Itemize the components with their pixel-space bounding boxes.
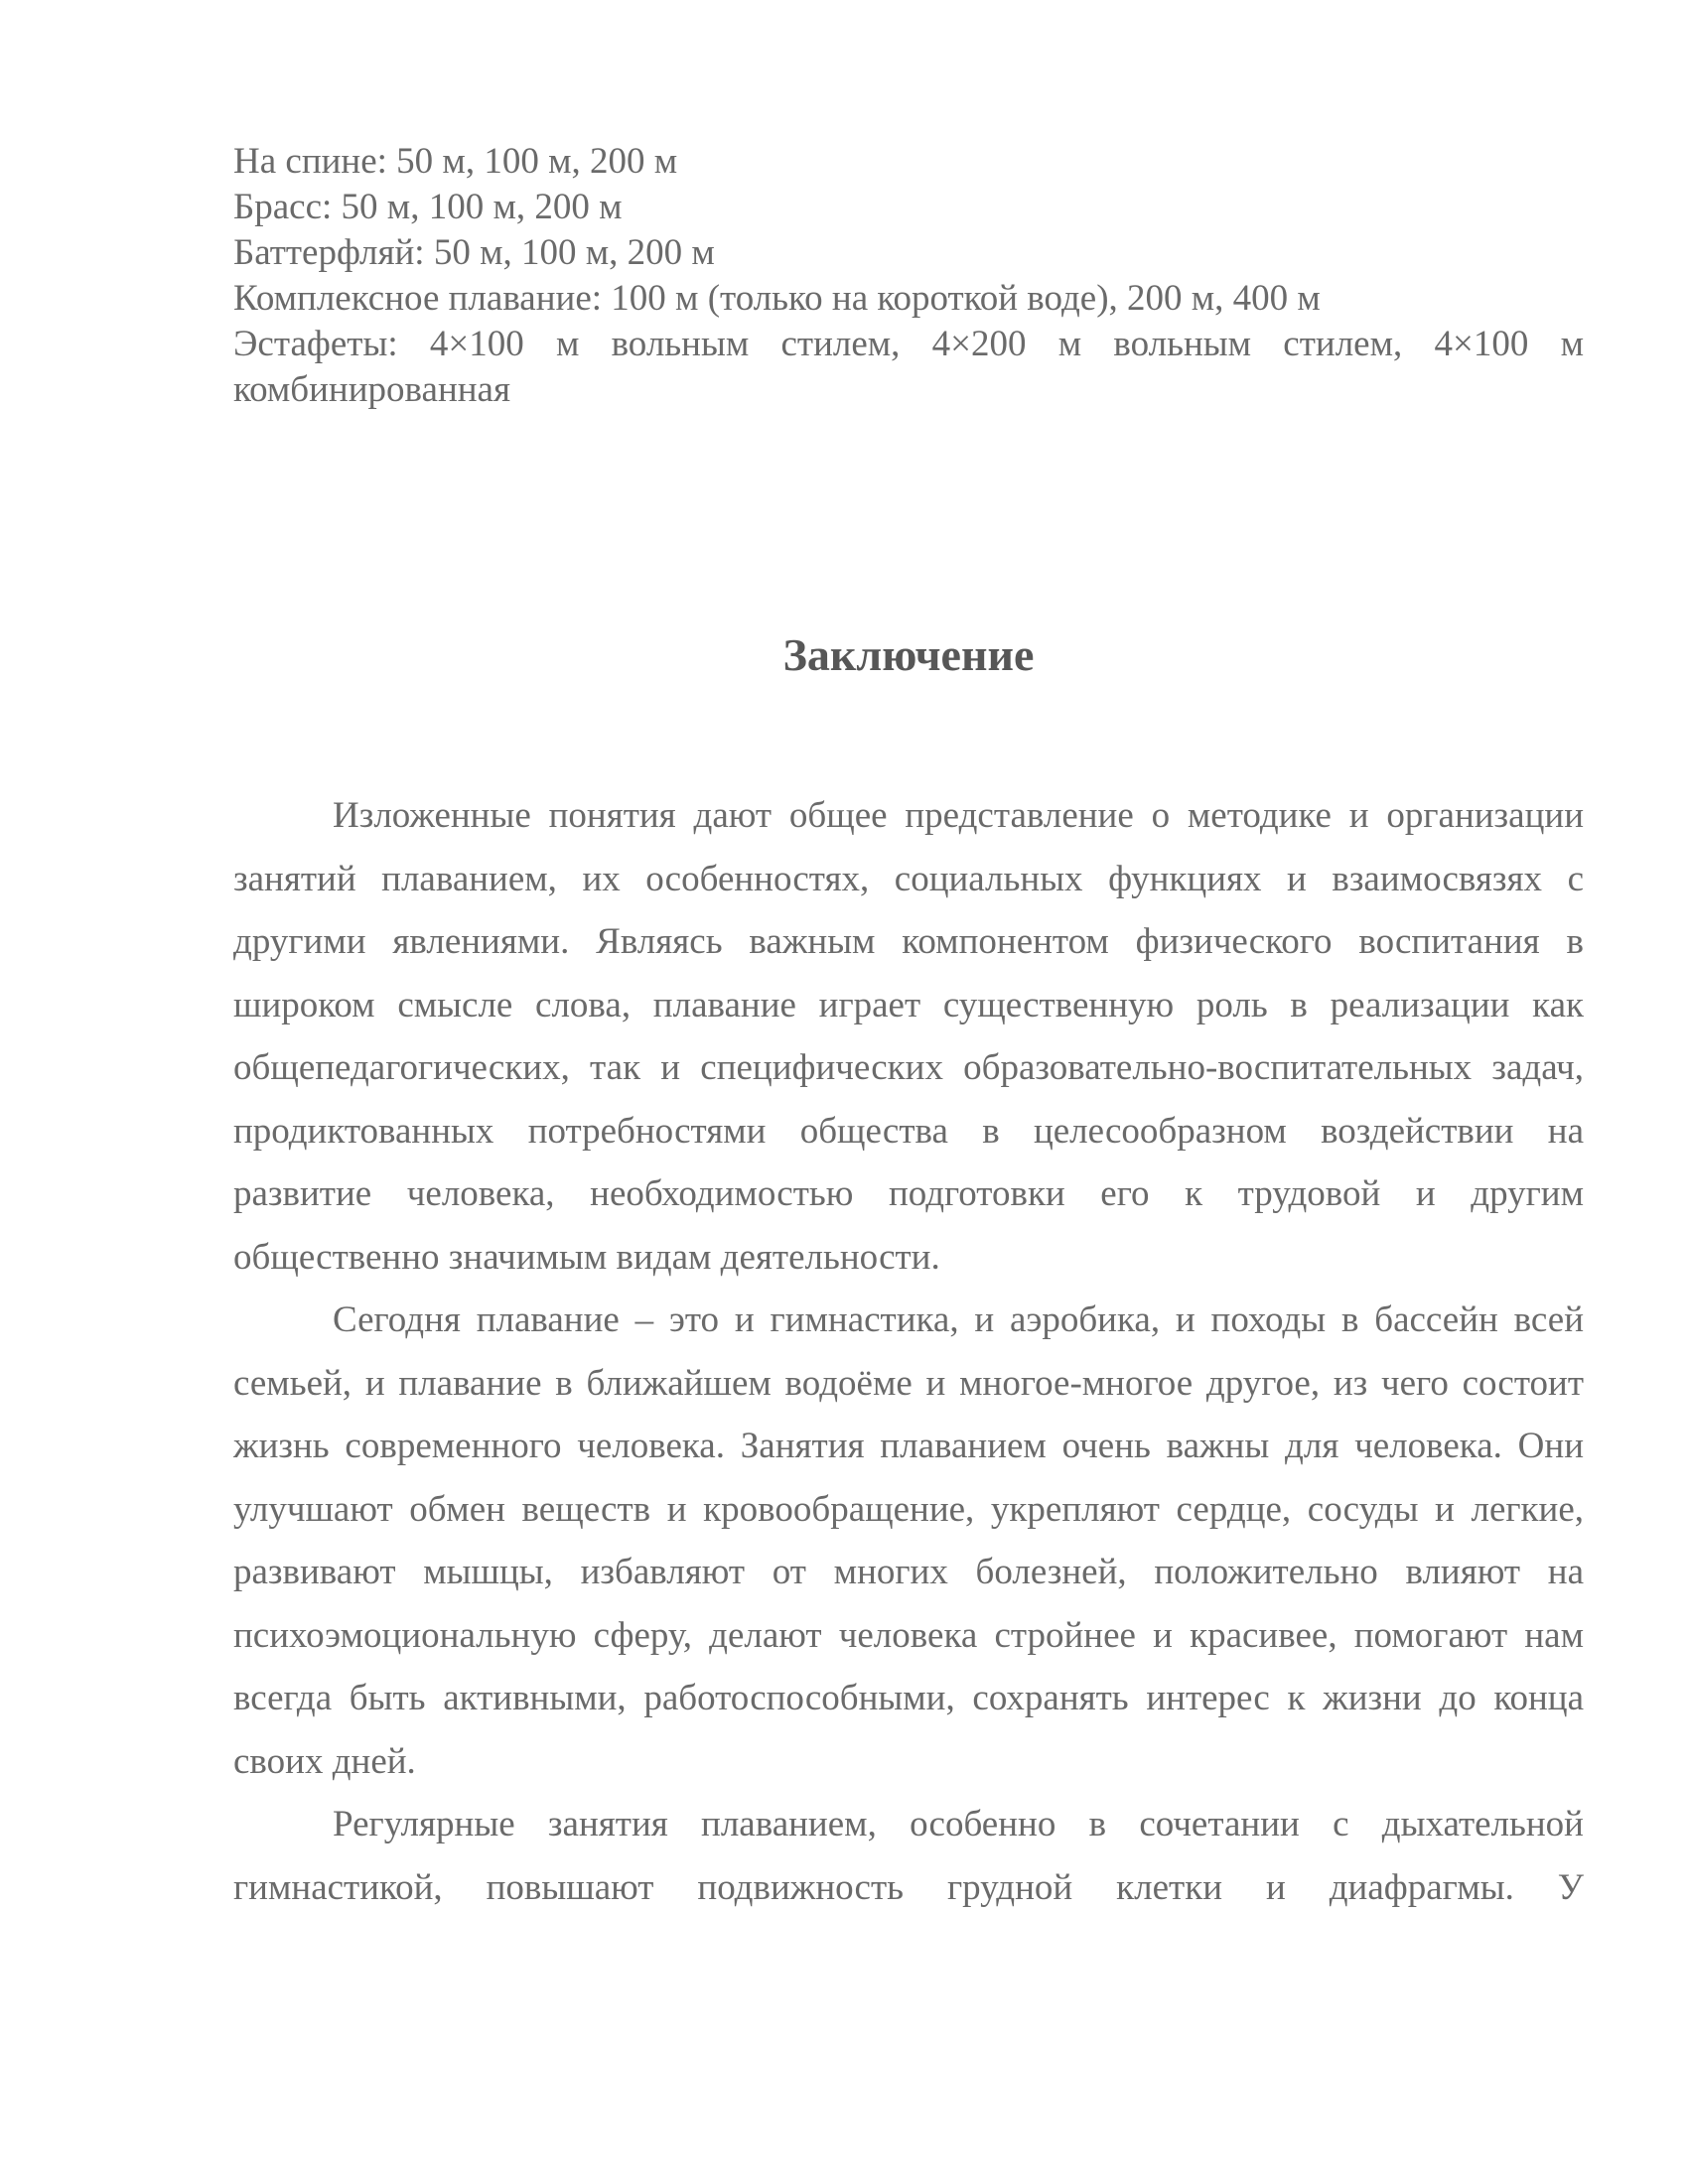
text-line: гимнастикой, повышают подвижность грудной клетки и диафрагмы. У xyxy=(233,1866,1584,1908)
section-heading: Заключение xyxy=(782,629,1035,680)
text-line: психоэмоциональную сферу, делают человека стройнее и красивее, помогают нам xyxy=(233,1614,1584,1656)
text-line: своих дней. xyxy=(233,1740,416,1782)
text-line: Регулярные занятия плаванием, особенно в сочетании с дыхательной xyxy=(333,1804,1584,1844)
paragraph xyxy=(233,1793,1584,1919)
text-line: Баттерфляй: 50 м, 100 м, 200 м xyxy=(233,232,715,273)
text-line: развитие человека, необходимостью подготовки его к трудовой и другим xyxy=(233,1173,1584,1214)
text-line: Изложенные понятия дают общее представление о методике и организации xyxy=(333,795,1584,836)
text-line: развивают мышцы, избавляют от многих болезней, положительно влияют на xyxy=(233,1552,1584,1592)
text-line: семьей, и плавание в ближайшем водоёме и многое-многое другое, из чего состоит xyxy=(233,1362,1584,1404)
text-line: жизнь современного человека. Занятия плаванием очень важны для человека. Они xyxy=(233,1426,1584,1466)
text-line: На спине: 50 м, 100 м, 200 м xyxy=(233,141,678,182)
text-line: широком смысле слова, плавание играет существенную роль в реализации как xyxy=(233,984,1584,1025)
text-line: Комплексное плавание: 100 м (только на короткой воде), 200 м, 400 м xyxy=(233,278,1321,319)
text-line: общепедагогических, так и специфических образовательно-воспитательных задач, xyxy=(233,1047,1584,1088)
event-list xyxy=(233,139,1584,413)
text-line: Сегодня плавание – это и гимнастика, и аэробика, и походы в бассейн всей xyxy=(333,1299,1584,1340)
text-line: комбинированная xyxy=(233,369,510,410)
paragraph xyxy=(233,784,1584,1289)
text-line: продиктованных потребностями общества в целесообразном воздействии на xyxy=(233,1110,1584,1152)
text-line: Брасс: 50 м, 100 м, 200 м xyxy=(233,187,623,227)
text-line: занятий плаванием, их особенностях, социальных функциях и взаимосвязях с xyxy=(233,858,1584,899)
body-text xyxy=(233,784,1584,1919)
text-line: Эстафеты: 4×100 м вольным стилем, 4×200 м вольным стилем, 4×100 м xyxy=(233,324,1584,364)
text-line: общественно значимым видам деятельности. xyxy=(233,1236,940,1278)
text-line: всегда быть активными, работоспособными, сохранять интерес к жизни до конца xyxy=(233,1678,1584,1718)
text-line: другими явлениями. Являясь важным компонентом физического воспитания в xyxy=(233,921,1584,962)
paragraph xyxy=(233,1289,1584,1793)
text-line: улучшают обмен веществ и кровообращение, укрепляют сердце, сосуды и легкие, xyxy=(233,1488,1584,1530)
